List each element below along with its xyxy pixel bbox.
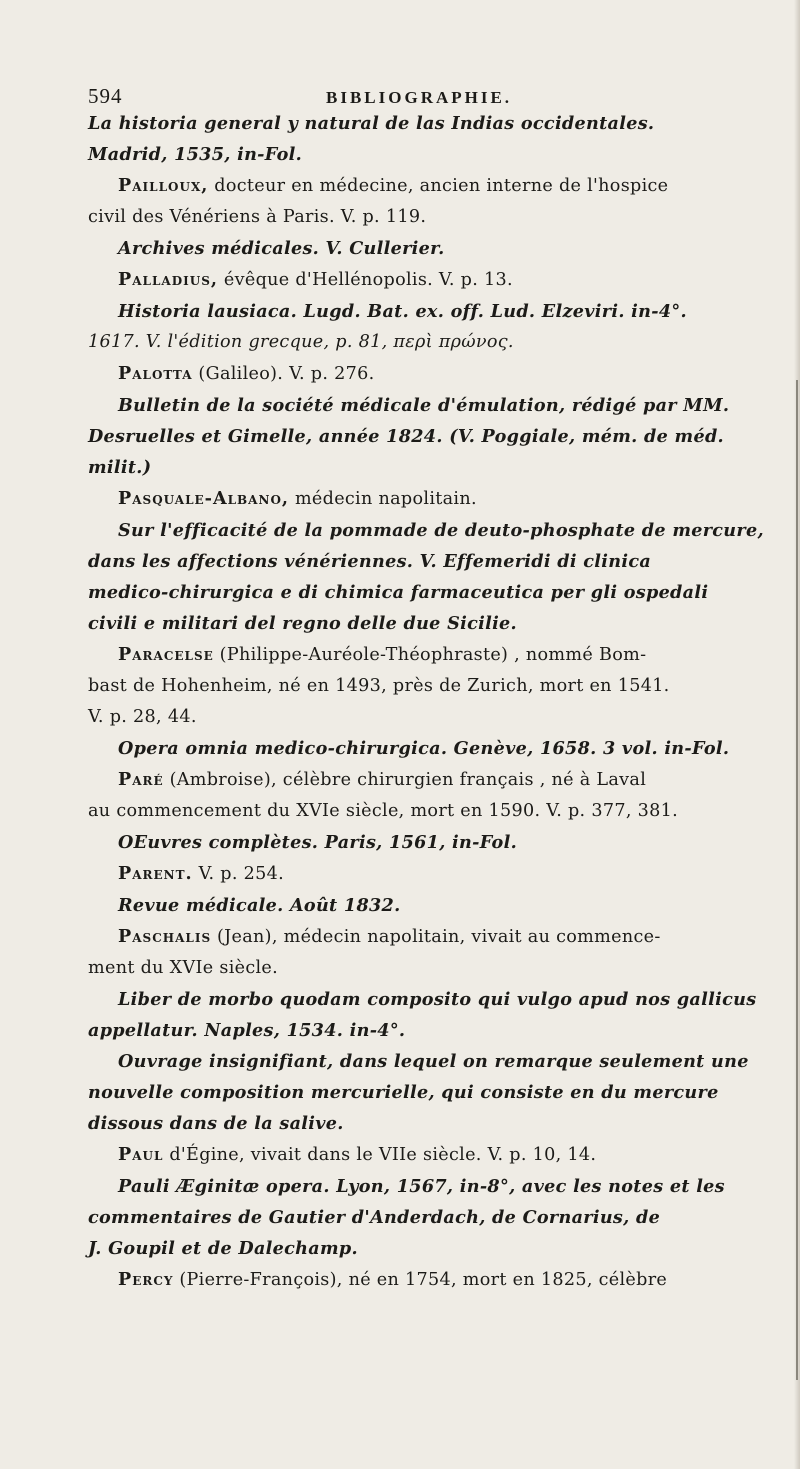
work-title-continued [88,546,788,577]
author-entry [88,264,788,296]
author-name: Pailloux, [118,175,209,196]
work-title-continued [88,1015,788,1046]
work-title-text: dissous dans de la salive. [88,1113,344,1134]
author-name: Parent. [118,863,193,884]
text-line-content: au commencement du XVIe siècle, mort en 1590. V. p. 377, 381. [88,801,678,821]
text-line [88,202,788,233]
work-title-text: Sur l'efficacité de la pommade de deuto-phosphate de mercure, [118,520,764,541]
work-title [88,984,788,1015]
author-name: Palladius, [118,269,219,290]
work-title-text: Historia lausiaca. Lugd. Bat. ex. off. Lud. Elzeviri. in-4°. [118,301,687,322]
work-title-continued [88,577,788,608]
author-entry [88,483,788,515]
work-title [88,390,788,421]
author-entry [88,1264,788,1296]
work-title-text: appellatur. Naples, 1534. in-4°. [88,1020,406,1041]
text-line [88,796,788,827]
work-title [88,733,788,764]
text-line-content: bast de Hohenheim, né en 1493, près de Zurich, mort en 1541. [88,676,670,696]
author-name: Paschalis [118,926,212,947]
author-name: Pasquale-Albano, [118,488,290,509]
page-header [88,72,788,112]
work-title [88,515,788,546]
work-title-continued [88,421,788,452]
work-title-text: Bulletin de la société médicale d'émulation, rédigé par MM. [118,395,730,416]
author-entry [88,170,788,202]
author-name: Percy [118,1269,174,1290]
text-line-content: V. p. 28, 44. [88,707,197,727]
text-line [88,671,788,702]
author-description: médecin napolitain. [289,489,477,509]
author-name: Paul [118,1144,164,1165]
text-line [88,327,788,358]
work-title-text: milit.) [88,457,152,478]
author-name: Paracelse [118,644,214,665]
work-title-text: civili e militari del regno delle due Sicilie. [88,613,517,634]
author-description: (Ambroise), célèbre chirurgien français , né à Laval [163,770,647,790]
author-description: (Philippe-Auréole-Théophraste) , nommé Bom- [213,645,647,665]
work-title-continued [88,452,788,483]
author-description: V. p. 254. [192,864,285,884]
work-title-text: J. Goupil et de Dalechamp. [88,1238,358,1259]
work-title-text: dans les affections vénériennes. V. Effemeridi di clinica [88,551,652,572]
work-title-text: medico-chirurgica e di chimica farmaceutica per gli ospedali [88,582,709,603]
author-entry [88,639,788,671]
work-title [88,890,788,921]
running-head: BIBLIOGRAPHIE. [326,88,513,107]
author-entry [88,1139,788,1171]
author-description: d'Égine, vivait dans le VIIe siècle. V. p. 10, 14. [163,1145,597,1165]
work-title-continued [88,1108,788,1139]
work-title-text: La historia general y natural de las Indias occidentales. [88,113,655,134]
work-title-continued [88,108,788,139]
work-title-continued [88,1202,788,1233]
work-title-text: nouvelle composition mercurielle, qui consiste en du mercure [88,1082,719,1103]
page-body [88,108,788,1296]
work-title-continued [88,139,788,170]
author-name: Palotta [118,363,193,384]
author-entry [88,921,788,953]
author-entry [88,858,788,890]
work-title [88,1171,788,1202]
text-line-content: ment du XVIe siècle. [88,958,279,978]
author-description: (Jean), médecin napolitain, vivait au commence- [211,927,661,947]
work-title-text: Opera omnia medico-chirurgica. Genève, 1658. 3 vol. in-Fol. [118,738,730,759]
work-title [88,827,788,858]
work-title-text: Liber de morbo quodam composito qui vulgo apud nos gallicus [118,989,757,1010]
text-line [88,702,788,733]
work-title-text: commentaires de Gautier d'Anderdach, de Cornarius, de [88,1207,661,1228]
work-title-text: Ouvrage insignifiant, dans lequel on remarque seulement une [118,1051,749,1072]
work-title-text: Archives médicales. V. Cullerier. [118,238,445,259]
text-line-content: 1617. V. l'édition grecque, p. 81, περὶ πρώνος. [88,332,514,352]
work-title-text: Pauli Æginitæ opera. Lyon, 1567, in-8°, avec les notes et les [118,1176,725,1197]
page-number: 594 [88,84,123,108]
text-line [88,953,788,984]
work-title [88,296,788,327]
author-description: (Galileo). V. p. 276. [192,364,375,384]
work-title [88,1046,788,1077]
author-description: docteur en médecine, ancien interne de l'hospice [208,176,669,196]
author-entry [88,764,788,796]
author-description: (Pierre-François), né en 1754, mort en 1825, célèbre [173,1270,668,1290]
work-title-continued [88,1233,788,1264]
work-title [88,233,788,264]
binding-line [796,380,798,1380]
work-title-text: Revue médicale. Août 1832. [118,895,401,916]
author-entry [88,358,788,390]
work-title-continued [88,1077,788,1108]
work-title-text: Madrid, 1535, in-Fol. [88,144,303,165]
text-line-content: civil des Vénériens à Paris. V. p. 119. [88,207,427,227]
work-title-continued [88,608,788,639]
work-title-text: Desruelles et Gimelle, année 1824. (V. Poggiale, mém. de méd. [88,426,724,447]
work-title-text: OEuvres complètes. Paris, 1561, in-Fol. [118,832,517,853]
author-name: Paré [118,769,164,790]
author-description: évêque d'Hellénopolis. V. p. 13. [218,270,513,290]
